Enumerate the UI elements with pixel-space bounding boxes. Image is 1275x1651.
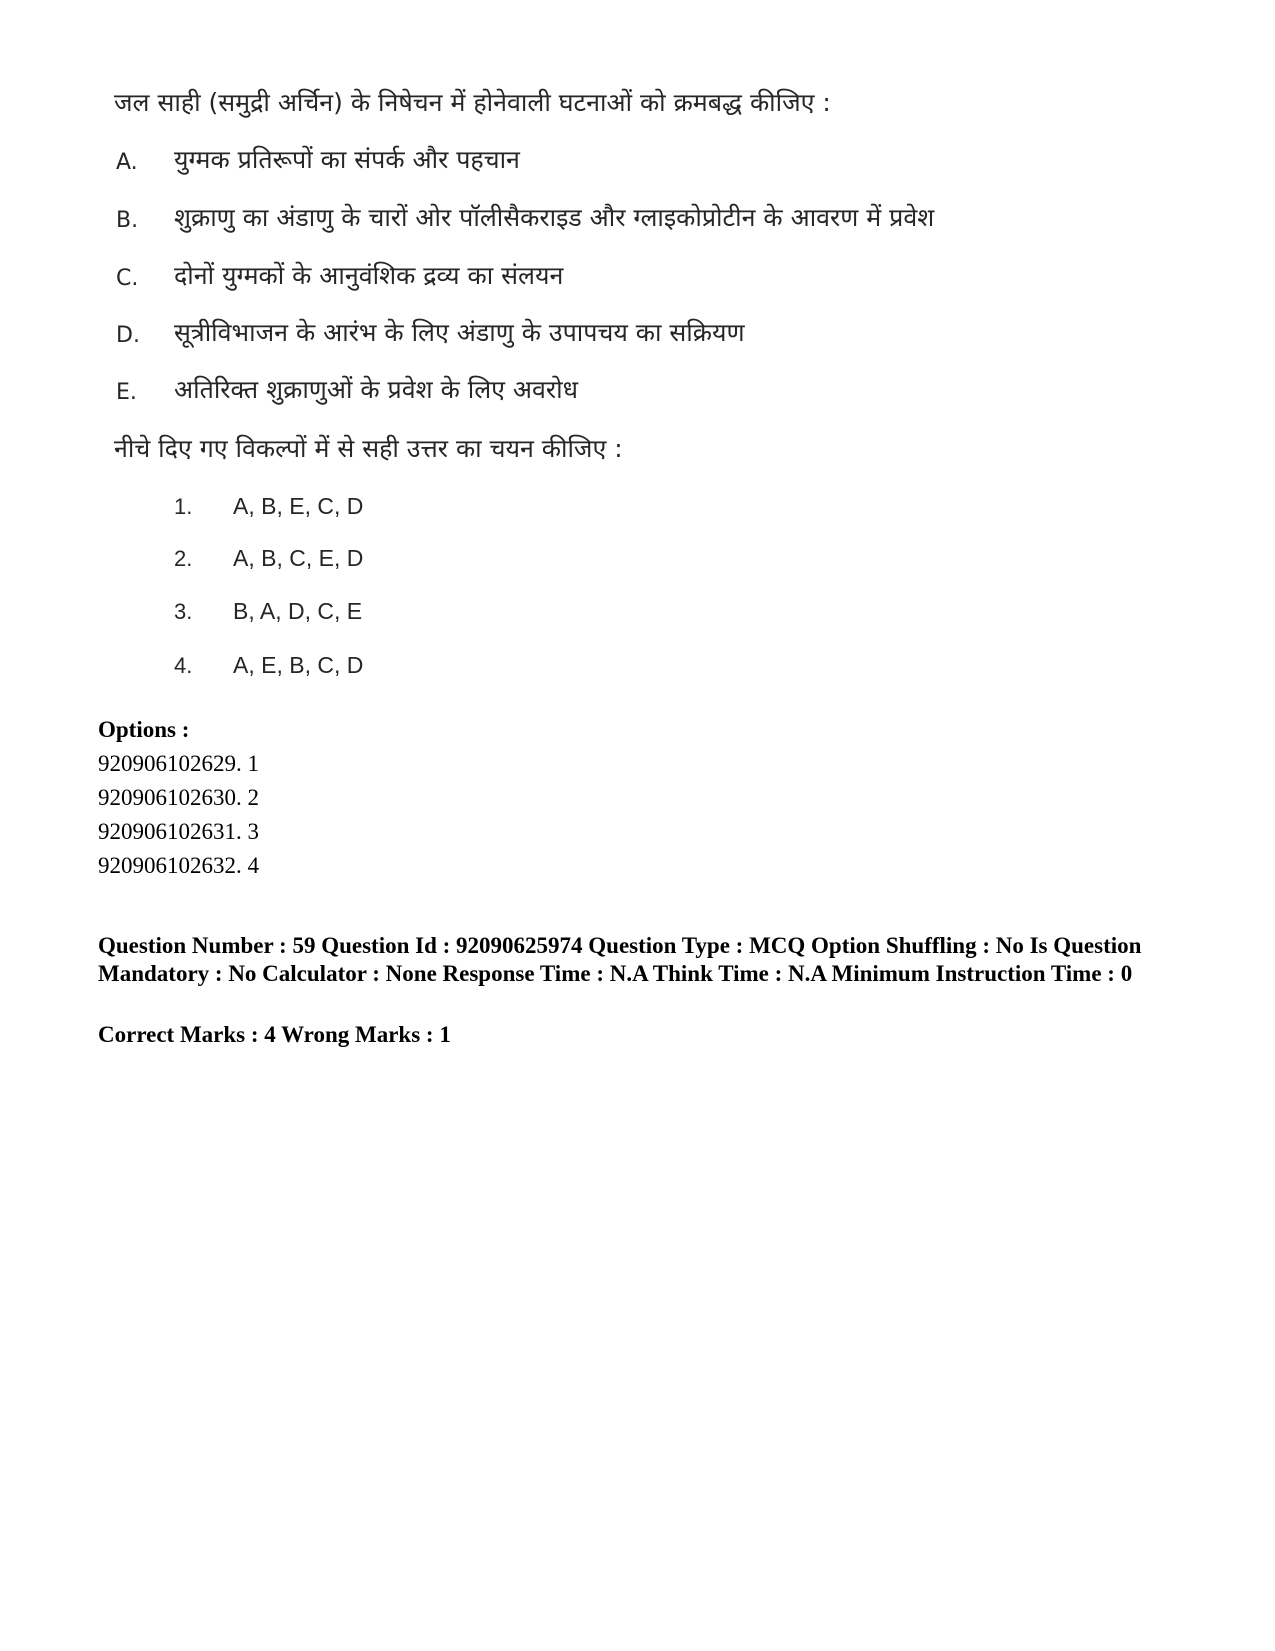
option-id-2: 920906102630. 2 bbox=[98, 785, 259, 810]
statement-letter-e: E. bbox=[116, 380, 137, 405]
question-meta: Question Number : 59 Question Id : 92090625974 Question Type : MCQ Option Shuffling : No Is Question Mandatory : No Calculator : None Response Time : N.A Think Time : N.A Minimum Instruction Time : 0 bbox=[98, 933, 1142, 986]
choice-number-2: 2. bbox=[174, 546, 193, 571]
statement-text-c: दोनों युग्मकों के आनुवंशिक द्रव्य का संलयन bbox=[174, 261, 564, 290]
statement-text-e: अतिरिक्त शुक्राणुओं के प्रवेश के लिए अवरोध bbox=[174, 375, 579, 404]
choice-number-1: 1. bbox=[174, 494, 193, 519]
statement-text-a: युग्मक प्रतिरूपों का संपर्क और पहचान bbox=[174, 145, 520, 174]
statement-letter-a: A. bbox=[116, 150, 138, 175]
choice-number-4: 4. bbox=[174, 653, 193, 678]
choice-text-2: A, B, C, E, D bbox=[233, 545, 364, 571]
choice-number-3: 3. bbox=[174, 599, 193, 624]
option-id-4: 920906102632. 4 bbox=[98, 853, 259, 878]
answer-instruction: नीचे दिए गए विकल्पों में से सही उत्तर का चयन कीजिए : bbox=[114, 434, 623, 463]
statement-letter-c: C. bbox=[116, 266, 139, 291]
question-stem: जल साही (समुद्री अर्चिन) के निषेचन में होनेवाली घटनाओं को क्रमबद्ध कीजिए : bbox=[114, 88, 831, 117]
choice-text-1: A, B, E, C, D bbox=[233, 493, 364, 519]
question-marks: Correct Marks : 4 Wrong Marks : 1 bbox=[98, 1022, 451, 1047]
choice-text-4: A, E, B, C, D bbox=[233, 652, 364, 678]
choice-text-3: B, A, D, C, E bbox=[233, 598, 363, 624]
option-id-1: 920906102629. 1 bbox=[98, 751, 259, 776]
statement-text-d: सूत्रीविभाजन के आरंभ के लिए अंडाणु के उपापचय का सक्रियण bbox=[174, 318, 745, 347]
statement-text-b: शुक्राणु का अंडाणु के चारों ओर पॉलीसैकराइड और ग्लाइकोप्रोटीन के आवरण में प्रवेश bbox=[174, 203, 935, 232]
options-heading: Options : bbox=[98, 717, 190, 742]
statement-letter-b: B. bbox=[116, 208, 139, 233]
option-id-3: 920906102631. 3 bbox=[98, 819, 259, 844]
statement-letter-d: D. bbox=[116, 323, 140, 348]
